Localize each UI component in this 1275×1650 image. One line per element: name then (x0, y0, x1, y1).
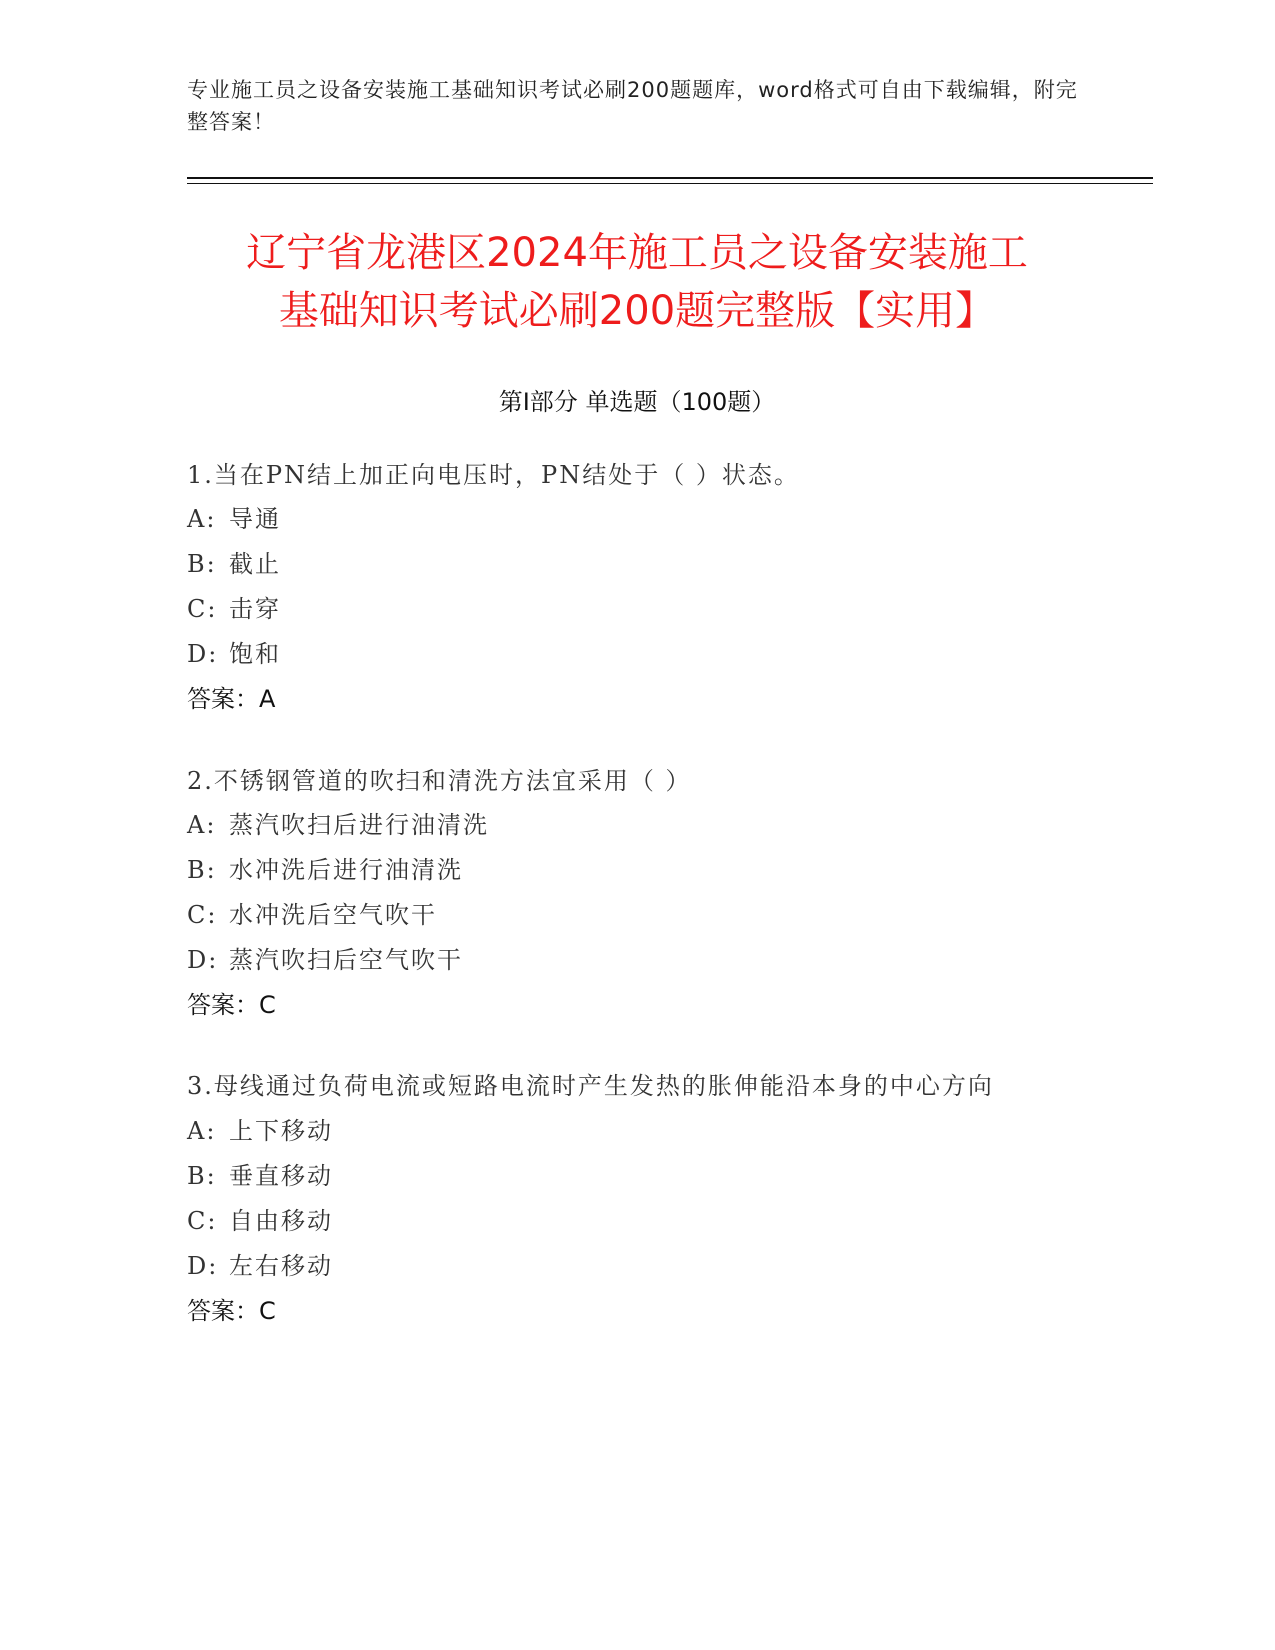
question-stem: 1.当在PN结上加正向电压时，PN结处于（ ）状态。 (187, 461, 800, 489)
option-text: 截止 (229, 550, 281, 578)
option-letter: C: (187, 901, 218, 929)
option-letter: A: (187, 505, 217, 533)
option-b (187, 1154, 1087, 1199)
header-divider-thin (187, 183, 1153, 184)
option-letter: A: (187, 811, 217, 839)
option-letter: B: (187, 856, 217, 884)
option-text: 上下移动 (229, 1117, 333, 1145)
question-stem: 3.母线通过负荷电流或短路电流时产生发热的胀伸能沿本身的中心方向 (187, 1072, 994, 1100)
option-c (187, 587, 1087, 632)
option-letter: D: (187, 946, 219, 974)
option-c (187, 1199, 1087, 1244)
option-a (187, 497, 1087, 542)
document-title-line-1: 辽宁省龙港区2024年施工员之设备安装施工 (246, 230, 1028, 276)
header-note: 专业施工员之设备安装施工基础知识考试必刷200题题库，word格式可自由下载编辑，附完整答案！ (187, 78, 1078, 134)
question-stem: 2.不锈钢管道的吹扫和清洗方法宜采用（ ） (187, 767, 692, 795)
option-d (187, 1244, 1087, 1289)
option-text: 水冲洗后进行油清洗 (229, 856, 463, 884)
option-text: 自由移动 (229, 1207, 333, 1235)
option-letter: B: (187, 1162, 217, 1190)
option-letter: A: (187, 1117, 217, 1145)
option-text: 蒸汽吹扫后进行油清洗 (229, 811, 489, 839)
option-text: 水冲洗后空气吹干 (229, 901, 437, 929)
answer-line: 答案：C (187, 991, 276, 1019)
option-letter: C: (187, 595, 218, 623)
option-a (187, 1109, 1087, 1154)
option-d (187, 632, 1087, 677)
section-heading: 第Ⅰ部分 单选题（100题） (498, 388, 776, 416)
option-d (187, 938, 1087, 983)
option-text: 饱和 (229, 640, 281, 668)
option-letter: D: (187, 640, 219, 668)
option-text: 垂直移动 (229, 1162, 333, 1190)
option-text: 导通 (229, 505, 281, 533)
option-a (187, 803, 1087, 848)
option-c (187, 893, 1087, 938)
question-3 (187, 1063, 1087, 1333)
option-letter: B: (187, 550, 217, 578)
question-2 (187, 759, 1087, 1027)
answer-line: 答案：C (187, 1297, 276, 1325)
document-title (187, 224, 1087, 340)
header-divider-thick (187, 177, 1153, 179)
answer-line: 答案：A (187, 685, 276, 713)
option-text: 左右移动 (229, 1252, 333, 1280)
option-b (187, 848, 1087, 893)
option-letter: D: (187, 1252, 219, 1280)
document-title-line-2: 基础知识考试必刷200题完整版【实用】 (278, 288, 996, 334)
option-letter: C: (187, 1207, 218, 1235)
option-b (187, 542, 1087, 587)
option-text: 击穿 (229, 595, 281, 623)
option-text: 蒸汽吹扫后空气吹干 (229, 946, 463, 974)
question-1 (187, 453, 1087, 721)
